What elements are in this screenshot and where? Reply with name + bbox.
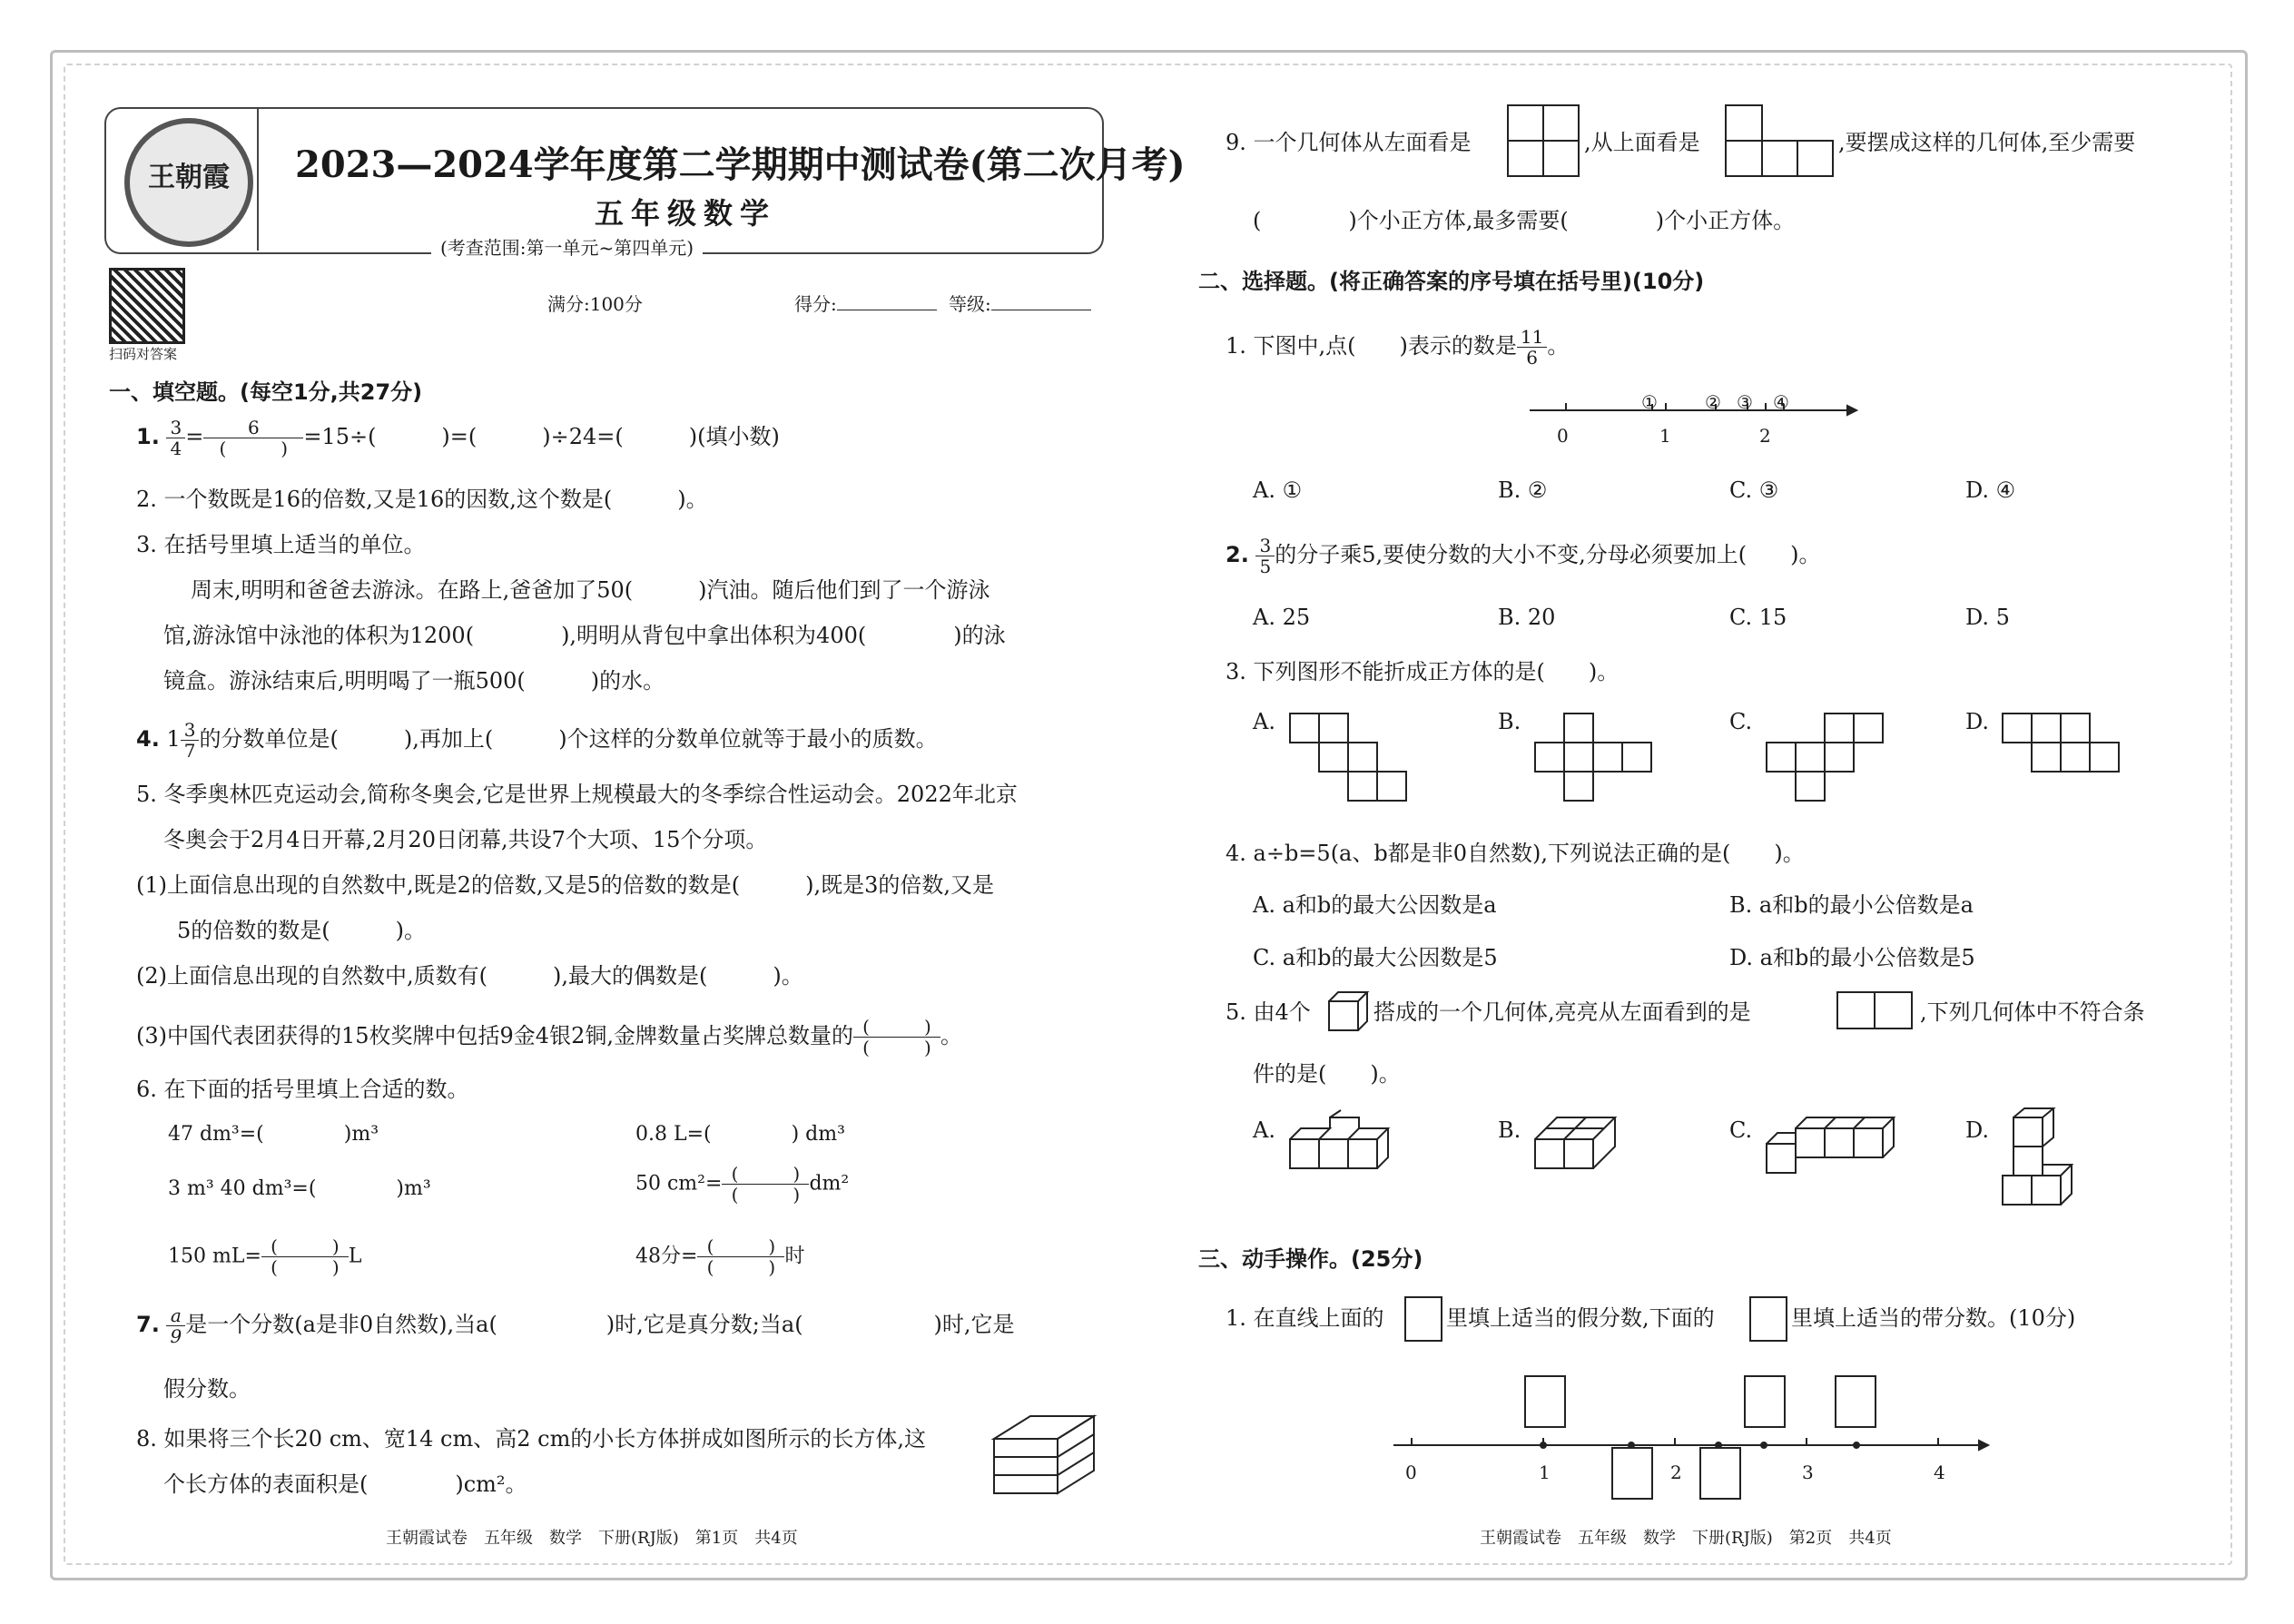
q6: 6. 在下面的括号里填上合适的数。 (136, 1077, 469, 1102)
number-line-2 (1393, 1434, 1993, 1462)
c1: 1. 下图中,点( )表示的数是 $\frac{11}{6}$ 。 (1226, 326, 1570, 369)
q6-c: 3 m³ 40 dm³=( )m³ (168, 1177, 431, 1200)
c5-opt-b: B. (1498, 1117, 1521, 1143)
answer-box-top-2[interactable] (1744, 1375, 1786, 1428)
solid-b (1534, 1112, 1634, 1185)
brand-logo: 王朝霞 (124, 118, 253, 247)
c2-opt-b: B. 20 (1498, 605, 1556, 630)
nl1-point-1: ① (1641, 391, 1658, 413)
q5-1a: (1)上面信息出现的自然数中,既是2的倍数,又是5的倍数的数是( ),既是3的倍数,又是 (136, 872, 995, 898)
nl1-point-2: ② (1705, 391, 1721, 413)
c3-opt-a: A. (1253, 709, 1275, 734)
c5-opt-c: C. (1729, 1117, 1753, 1143)
c5-c: ,下列几何体中不符合条 (1920, 999, 2145, 1025)
q7: 7. $\frac{a}{9}$ 是一个分数(a是非0自然数),当a( )时,它是真分数;当a( )时,它是 (136, 1304, 1015, 1347)
answer-box-bottom-2[interactable] (1699, 1447, 1741, 1500)
c5-opt-d: D. (1965, 1117, 1990, 1143)
q8-line2: 个长方体的表面积是( )cm²。 (163, 1471, 527, 1497)
nl2-label-3: 3 (1802, 1462, 1814, 1483)
net-a (1289, 713, 1416, 803)
c2-opt-a: A. 25 (1253, 605, 1311, 630)
right-page (1194, 100, 2192, 1552)
c3-opt-d: D. (1965, 709, 1990, 734)
q3: 3. 在括号里填上适当的单位。 (136, 532, 426, 557)
nl2-label-4: 4 (1934, 1462, 1945, 1483)
nl1-point-3: ③ (1737, 391, 1753, 413)
c2: 2. $\frac{3}{5}$ 的分子乘5,要使分数的大小不变,分母必须要加上( )。 (1226, 535, 1821, 577)
nl1-label-2: 2 (1759, 425, 1771, 447)
c3-opt-c: C. (1729, 709, 1753, 734)
q5-2: (2)上面信息出现的自然数中,质数有( ),最大的偶数是( )。 (136, 963, 803, 989)
small-cube-icon (1328, 991, 1368, 1031)
h1-c: 里填上适当的带分数。(10分) (1791, 1305, 2076, 1331)
net-b (1534, 713, 1661, 803)
answer-box-bottom-1[interactable] (1611, 1447, 1653, 1500)
q6-b: 0.8 L=( ) dm³ (635, 1123, 845, 1146)
q3-line3: 镜盒。游泳结束后,明明喝了一瓶500( )的水。 (163, 668, 665, 694)
c5-a: 5. 由4个 (1226, 999, 1311, 1025)
c2-opt-c: C. 15 (1729, 605, 1787, 630)
footer-left: 王朝霞试卷 五年级 数学 下册(RJ版) 第1页 共4页 (386, 1529, 798, 1548)
q5-3: (3)中国代表团获得的15枚奖牌中包括9金4银2铜,金牌数量占奖牌总数量的 $\frac{( )}{( )}$ 。 (136, 1016, 962, 1058)
exam-title: 2023—2024学年度第二学期期中测试卷(第二次月考) (295, 143, 1186, 186)
q9-top-view (1725, 104, 1834, 177)
c5-opt-a: A. (1253, 1117, 1275, 1143)
qr-caption: 扫码对答案 (109, 346, 178, 362)
q9-left-view (1507, 104, 1580, 177)
q3-line1: 周末,明明和爸爸去游泳。在路上,爸爸加了50( )汽油。随后他们到了一个游泳 (191, 577, 990, 603)
net-d (2002, 713, 2129, 803)
exam-scope: (考查范围:第一单元~第四单元) (431, 234, 703, 261)
q6-a: 47 dm³=( )m³ (168, 1123, 379, 1146)
stacked-cuboid-figure (994, 1416, 1098, 1498)
q2: 2. 一个数既是16的倍数,又是16的因数,这个数是( )。 (136, 487, 708, 512)
q6-d: 50 cm²= $\frac{( )}{( )}$ dm² (635, 1163, 850, 1206)
header-divider (257, 107, 259, 251)
c1-opt-b: B. ② (1498, 477, 1548, 503)
q1: 1. $\frac{3}{4}$ = $\frac{6}{( )}$ =15÷( )=( )÷24=( )(填小数) (136, 417, 780, 459)
net-c (1766, 713, 1893, 803)
left-page (104, 100, 1186, 1552)
q9-line1: 9. 一个几何体从左面看是 (1226, 130, 1472, 155)
full-score: 满分:100分 (547, 293, 643, 315)
q4: 4. 1 $\frac{3}{7}$ 的分数单位是( ),再加上( )个这样的分数单位就等于最小的质数。 (136, 719, 938, 762)
nl2-label-2: 2 (1670, 1462, 1682, 1483)
c3: 3. 下列图形不能折成正方体的是( )。 (1226, 659, 1620, 684)
qr-code-icon (109, 268, 185, 344)
answer-box-sample-top (1404, 1296, 1442, 1342)
q9-mid: ,从上面看是 (1584, 130, 1700, 155)
q5-line1: 5. 冬季奥林匹克运动会,简称冬奥会,它是世界上规模最大的冬季综合性运动会。2022年北京 (136, 782, 1018, 807)
c4: 4. a÷b=5(a、b都是非0自然数),下列说法正确的是( )。 (1226, 841, 1805, 866)
c5-left-view (1836, 991, 1913, 1029)
answer-box-top-3[interactable] (1835, 1375, 1876, 1428)
c2-opt-d: D. 5 (1965, 605, 2010, 630)
grade-label: 等级: (949, 290, 1091, 318)
nl1-label-1: 1 (1659, 425, 1671, 447)
nl1-point-4: ④ (1773, 391, 1789, 413)
c1-opt-c: C. ③ (1729, 477, 1779, 503)
q5-line2: 冬奥会于2月4日开幕,2月20日闭幕,共设7个大项、15个分项。 (163, 827, 768, 852)
answer-box-top-1[interactable] (1524, 1375, 1566, 1428)
h1-b: 里填上适当的假分数,下面的 (1446, 1305, 1715, 1331)
q9-line2: ( )个小正方体,最多需要( )个小正方体。 (1253, 208, 1796, 233)
c1-opt-a: A. ① (1253, 477, 1303, 503)
q6-f: 48分= $\frac{( )}{( )}$ 时 (635, 1235, 805, 1278)
nl2-label-1: 1 (1539, 1462, 1551, 1483)
section3-title: 三、动手操作。(25分) (1198, 1246, 1423, 1272)
nl1-label-0: 0 (1557, 425, 1569, 447)
solid-c (1766, 1112, 1902, 1185)
q8-line1: 8. 如果将三个长20 cm、宽14 cm、高2 cm的小长方体拼成如图所示的长方体,这 (136, 1426, 926, 1452)
c1-opt-d: D. ④ (1965, 477, 2016, 503)
q9-end: ,要摆成这样的几何体,至少需要 (1838, 130, 2136, 155)
answer-box-sample-bottom (1749, 1296, 1787, 1342)
q3-line2: 馆,游泳馆中泳池的体积为1200( ),明明从背包中拿出体积为400( )的泳 (163, 623, 1006, 648)
solid-a (1289, 1112, 1398, 1185)
number-line-1 (1530, 390, 1856, 445)
q7-line2: 假分数。 (163, 1376, 251, 1402)
c3-opt-b: B. (1498, 709, 1521, 734)
score-label: 得分: (794, 290, 937, 318)
exam-subtitle: 五年级数学 (595, 196, 777, 231)
q5-1b: 5的倍数的数是( )。 (177, 918, 426, 943)
c5-line2: 件的是( )。 (1253, 1061, 1401, 1087)
c4-opt-d: D. a和b的最小公倍数是5 (1729, 945, 1975, 970)
q6-e: 150 mL= $\frac{( )}{( )}$ L (168, 1235, 362, 1278)
c5-b: 搭成的一个几何体,亮亮从左面看到的是 (1373, 999, 1751, 1025)
solid-d (2002, 1112, 2102, 1212)
c4-opt-b: B. a和b的最小公倍数是a (1729, 892, 1974, 918)
section1-title: 一、填空题。(每空1分,共27分) (109, 379, 423, 405)
c4-opt-c: C. a和b的最大公因数是5 (1253, 945, 1498, 970)
footer-right: 王朝霞试卷 五年级 数学 下册(RJ版) 第2页 共4页 (1480, 1529, 1892, 1548)
h1-a: 1. 在直线上面的 (1226, 1305, 1384, 1331)
nl2-label-0: 0 (1405, 1462, 1417, 1483)
section2-title: 二、选择题。(将正确答案的序号填在括号里)(10分) (1198, 269, 1705, 294)
c4-opt-a: A. a和b的最大公因数是a (1253, 892, 1497, 918)
